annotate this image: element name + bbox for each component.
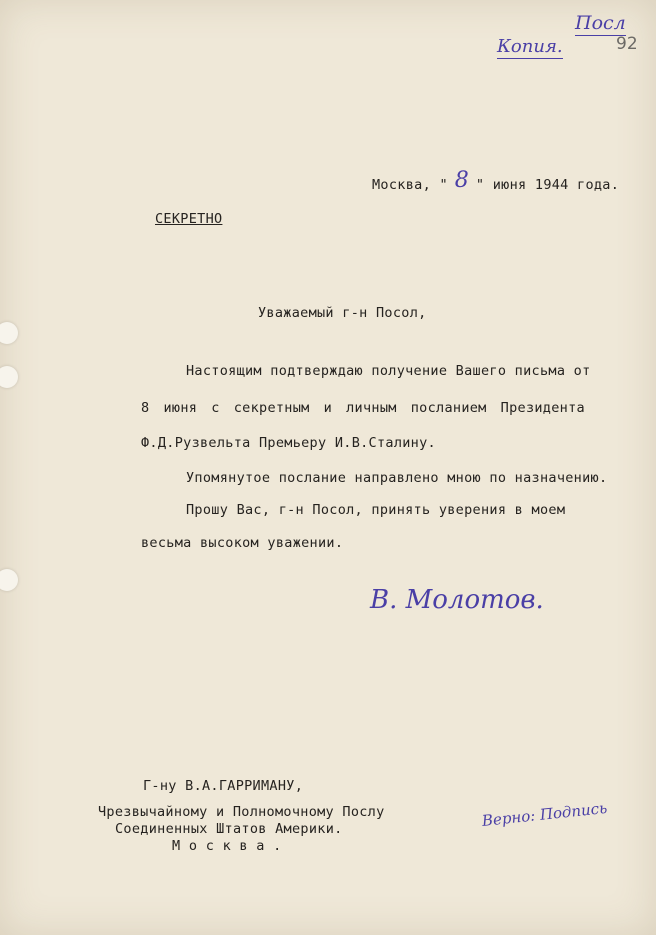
paragraph-2: Упомянутое послание направлено мною по назначению.: [186, 470, 608, 486]
word: июня: [163, 400, 198, 416]
addressee-line-3: Соединенных Штатов Америки.: [115, 821, 343, 837]
certification-note: Верно: Подпись: [481, 798, 609, 830]
date-city: Москва,: [372, 177, 431, 193]
word: посланием: [410, 400, 487, 416]
word: секретным: [233, 400, 310, 416]
date-day: 8: [454, 168, 470, 193]
word: и: [323, 400, 333, 416]
punch-hole: [0, 322, 18, 344]
posl-annotation: Посл: [575, 12, 626, 34]
addressee-line-2: Чрезвычайному и Полномочному Послу: [98, 804, 385, 820]
word: Президента: [500, 400, 585, 416]
word: 8: [141, 400, 150, 416]
punch-hole: [0, 569, 18, 591]
date-line: Москва, " 8 " июня 1944 года.: [372, 168, 620, 193]
page-number: 92: [616, 34, 638, 54]
salutation: Уважаемый г-н Посол,: [258, 305, 427, 321]
date-rest: июня 1944 года.: [492, 177, 620, 193]
copy-annotation: Копия.: [497, 36, 563, 57]
punch-hole: [0, 366, 18, 388]
paragraph-3-line-1: Прошу Вас, г-н Посол, принять уверения в моем: [186, 502, 566, 518]
addressee-line-1: Г-ну В.А.ГАРРИМАНУ,: [143, 778, 304, 794]
paragraph-1-line-1: Настоящим подтверждаю получение Вашего письма от: [186, 363, 591, 379]
paragraph-1-line-3: Ф.Д.Рузвельта Премьеру И.В.Сталину.: [141, 435, 436, 451]
paragraph-3-line-2: весьма высоком уважении.: [141, 535, 344, 551]
classification-mark: СЕКРЕТНО: [155, 211, 223, 227]
addressee-line-4: М о с к в а .: [172, 838, 282, 854]
word: с: [211, 400, 220, 416]
paragraph-1-line-2: [141, 400, 585, 416]
word: личным: [346, 400, 397, 416]
signature: В. Молотов.: [370, 585, 544, 615]
